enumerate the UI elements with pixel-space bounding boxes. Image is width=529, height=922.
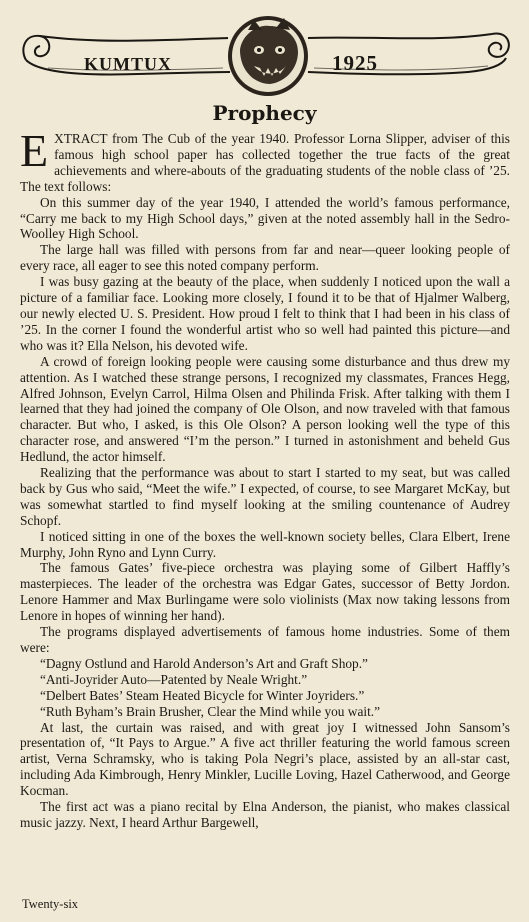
header-banner [18, 10, 512, 96]
article-paragraph: The large hall was filled with persons from far and near—queer looking people of every race, all eager to see this noted company perform. [20, 242, 510, 274]
article-paragraph: I was busy gazing at the beauty of the place, when suddenly I noticed upon the wall a picture of a familiar face. Looking more closely, I found it to be that of Hjalmer Walberg, our newly elected U. S. President. How proud I felt to think that I had been in his class of ’25. In the corner I found the wonderful artist who so well had painted this picture—and who was it? Ella Nelson, his devoted wife. [20, 274, 510, 353]
page-title: Prophecy [212, 101, 317, 125]
article-paragraph: A crowd of foreign looking people were causing some disturbance and thus drew my attention. As I watched these strange persons, I recognized my classmates, Frances Hegg, Alfred Johnson, Evelyn Carrol, Hilma Olsen and Philinda Frisk. After talking with them I learned that they had joined the company of Ole Olson, and now traveled with that famous character. But who, I asked, is this Ole Olson? A person looking well the type of this character rose, and answered “I’m the person.” I turned in astonishment and beheld Gus Hedlund, the actor himself. [20, 353, 510, 465]
advertisement-line: “Anti-Joyrider Auto—Patented by Neale Wright.” [40, 671, 308, 687]
article-paragraph: EXTRACT from The Cub of the year 1940. Professor Lorna Slipper, adviser of this famous high school paper has collected together the true facts of the great achievements and where-abouts of the graduating students of the noble class of ’25. The text follows: [20, 125, 510, 194]
advertisement-line: “Ruth Byham’s Brain Brusher, Clear the Mind while you wait.” [40, 703, 381, 719]
article-body [20, 125, 510, 831]
article-paragraph: At last, the curtain was raised, and with great joy I witnessed John Sansom’s presentation of, “It Pays to Argue.” A five act thriller featuring the world famous screen artist, Verna Schramsky, who is taking Pola Negri’s place, assisted by an all-star cast, including Ada Kimbrough, Henry Minkler, Lucille Loving, Hazel Catherwood, and George Kocman. [20, 719, 510, 799]
article-paragraph: The famous Gates’ five-piece orchestra was playing some of Gilbert Haffly’s masterpieces. The leader of the orchestra was Edgar Gates, successor of Betty Jordon. Lenore Hammer and Max Burlingame were solo violinists (Max now taking lessons from Lenore in hopes of winning her hand). [20, 560, 510, 624]
advertisement-line: “Dagny Ostlund and Harold Anderson’s Art and Graft Shop.” [40, 655, 368, 671]
article-paragraph: The first act was a piano recital by Elna Anderson, the pianist, who makes classical music jazzy. Next, I heard Arthur Bargewell, [20, 799, 510, 830]
article-paragraph: The programs displayed advertisements of famous home industries. Some of them were: [20, 624, 510, 655]
page-number: Twenty-six [22, 897, 79, 911]
advertisement-line: “Delbert Bates’ Steam Heated Bicycle for Winter Joyriders.” [40, 687, 365, 703]
banner-year: 1925 [332, 51, 378, 75]
scroll-banner-graphic [18, 10, 512, 96]
article-paragraph: Realizing that the performance was about to start I started to my seat, but was called back by Gus who said, “Meet the wife.” I expected, of course, to see Margaret McKay, but was somewhat startled to find myself looking at the smiling countenance of Audrey Schopf. [20, 465, 510, 528]
drop-cap: E [20, 125, 49, 176]
article-paragraph: On this summer day of the year 1940, I attended the world’s famous performance, “Carry me back to my High School days,” given at the noted assembly hall in the Sedro-Woolley High School. [20, 194, 510, 242]
article-paragraph: I noticed sitting in one of the boxes the well-known society belles, Clara Elbert, Irene Murphy, John Ryno and Lynn Curry. [20, 528, 510, 560]
banner-yearbook-name: KUMTUX [84, 54, 172, 74]
